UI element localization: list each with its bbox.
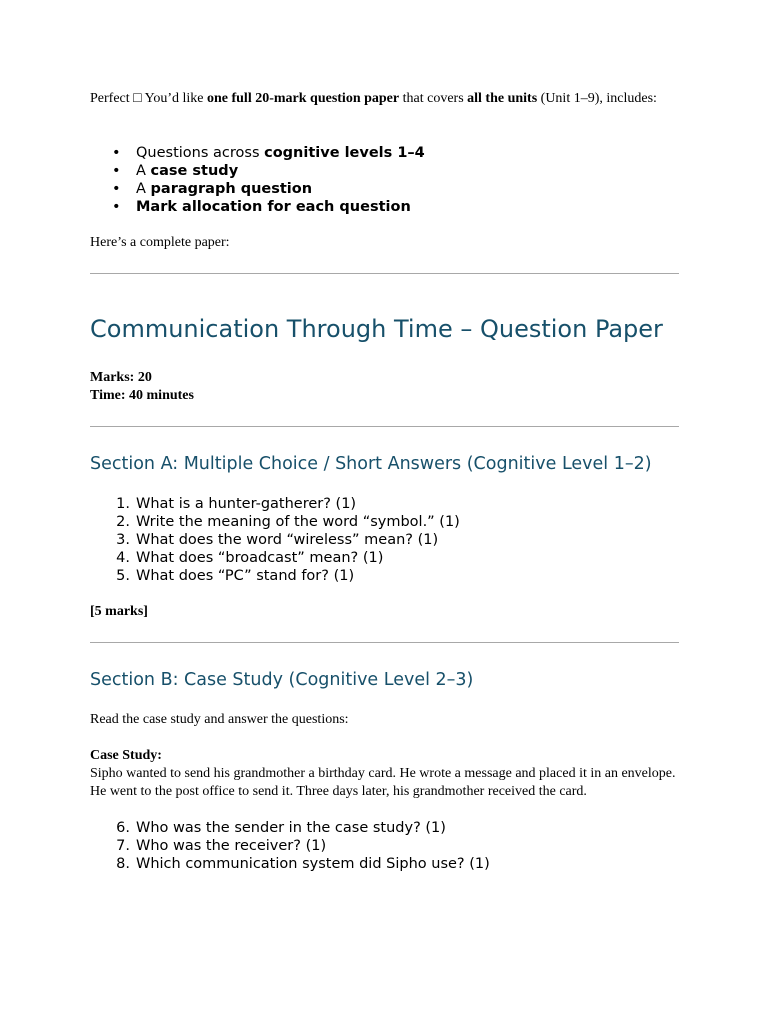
list-item xyxy=(90,144,680,162)
case-study-label xyxy=(90,747,680,765)
list-item xyxy=(90,495,680,513)
bullet-icon: • xyxy=(112,199,121,215)
section-a-heading: Section A: Multiple Choice / Short Answers (Cognitive Level 1–2) xyxy=(90,454,652,474)
question-number: 3. xyxy=(116,532,130,548)
section-b-instruction: Read the case study and answer the questions: xyxy=(90,712,349,727)
intro-text-2: You’d like xyxy=(141,91,207,106)
bullet-icon: • xyxy=(112,145,121,161)
question-number: 4. xyxy=(116,550,130,566)
list-item xyxy=(90,567,680,585)
question-text: Who was the receiver? (1) xyxy=(136,838,327,854)
case-study-text: Sipho wanted to send his grandmother a birthday card. He wrote a message and placed it in an envelope. He went to the post office to send it. Three days later, his grandmother received the card. xyxy=(90,766,676,799)
list-item xyxy=(90,531,680,549)
intro-text-4: (Unit 1–9), includes: xyxy=(537,91,657,106)
case-study-label-text: Case Study: xyxy=(90,748,162,763)
page-title: Communication Through Time – Question Paper xyxy=(90,315,663,343)
bullet-bold-text: paragraph question xyxy=(150,181,313,197)
list-item xyxy=(90,549,680,567)
section-b-heading: Section B: Case Study (Cognitive Level 2–3) xyxy=(90,670,474,690)
list-item xyxy=(90,180,680,198)
divider xyxy=(90,426,679,427)
document-page xyxy=(90,90,680,873)
section-b-questions xyxy=(90,819,680,873)
requirements-list xyxy=(90,144,680,216)
section-a-total xyxy=(90,603,680,621)
divider xyxy=(90,642,679,643)
question-text: What does the word “wireless” mean? (1) xyxy=(136,532,439,548)
bullet-icon: • xyxy=(112,163,121,179)
bullet-bold-text: cognitive levels 1–4 xyxy=(264,145,425,161)
bullet-text: Questions across xyxy=(136,145,265,161)
intro-text-3: that covers xyxy=(399,91,468,106)
marks-label: Marks: 20 xyxy=(90,370,152,385)
intro-text-1: Perfect xyxy=(90,91,134,106)
bullet-text: A xyxy=(136,181,151,197)
bullet-bold-text: Mark allocation for each question xyxy=(136,199,411,215)
section-a-total-label: [5 marks] xyxy=(90,604,148,619)
list-item xyxy=(90,162,680,180)
question-number: 6. xyxy=(116,820,130,836)
question-text: Who was the sender in the case study? (1) xyxy=(136,820,446,836)
list-item xyxy=(90,819,680,837)
intro-bold-1: one full 20-mark question paper xyxy=(206,91,400,106)
question-text: What does “PC” stand for? (1) xyxy=(136,568,355,584)
question-number: 2. xyxy=(116,514,130,530)
question-text: Write the meaning of the word “symbol.” (1) xyxy=(136,514,460,530)
placeholder-glyph-icon: □ xyxy=(133,91,142,106)
question-text: Which communication system did Sipho use? (1) xyxy=(136,856,490,872)
question-number: 1. xyxy=(116,496,130,512)
intro-bold-2: all the units xyxy=(467,91,538,106)
question-number: 5. xyxy=(116,568,130,584)
bullet-text: A xyxy=(136,163,151,179)
question-number: 7. xyxy=(116,838,130,854)
marks-info xyxy=(90,369,680,387)
list-item xyxy=(90,837,680,855)
list-item xyxy=(90,855,680,873)
intro-paragraph xyxy=(90,90,680,126)
section-a-questions xyxy=(90,495,680,585)
bullet-icon: • xyxy=(112,181,121,197)
list-item xyxy=(90,513,680,531)
list-item xyxy=(90,198,680,216)
question-text: What is a hunter-gatherer? (1) xyxy=(136,496,357,512)
question-number: 8. xyxy=(116,856,130,872)
divider xyxy=(90,273,679,274)
time-info xyxy=(90,387,680,405)
time-label: Time: 40 minutes xyxy=(90,388,194,403)
question-text: What does “broadcast” mean? (1) xyxy=(136,550,384,566)
bullet-bold-text: case study xyxy=(150,163,239,179)
preface-text: Here’s a complete paper: xyxy=(90,235,230,250)
